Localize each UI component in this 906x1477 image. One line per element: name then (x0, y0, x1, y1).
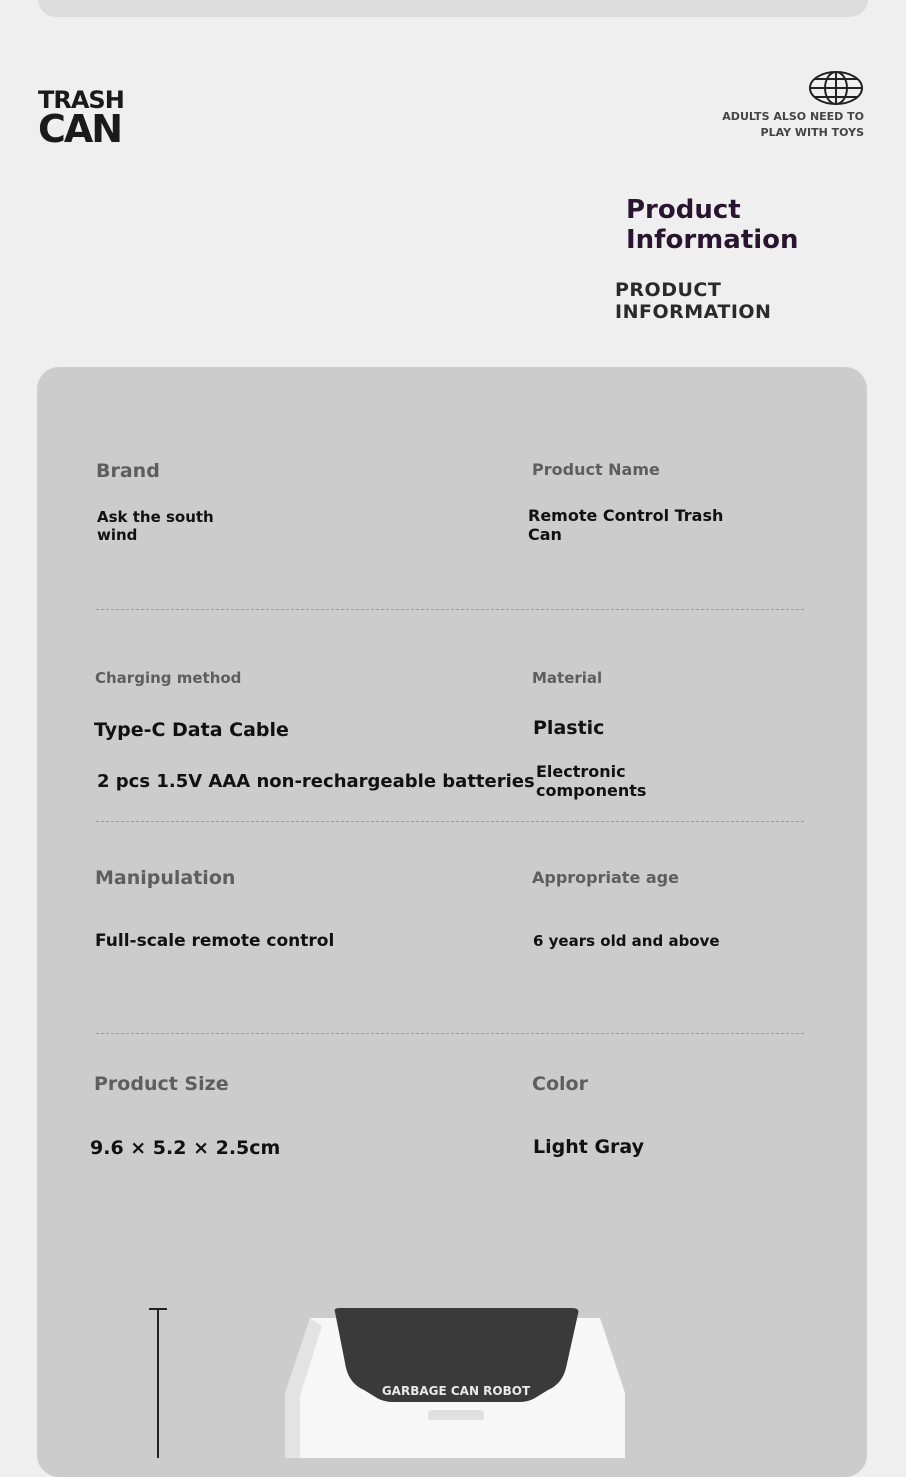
section-title-line-2: Information (626, 225, 799, 255)
charging-label: Charging method (95, 669, 242, 687)
section-subtitle: PRODUCT INFORMATION (615, 279, 772, 323)
height-ruler (157, 1308, 159, 1458)
slogan (664, 109, 864, 141)
brand-value-line-1: Ask the south (97, 508, 214, 526)
charging-value-1: Type-C Data Cable (94, 719, 289, 741)
material-value-2 (536, 762, 646, 800)
lid-label: GARBAGE CAN ROBOT (381, 1384, 531, 1398)
top-strip (38, 0, 868, 17)
brand-logo (38, 86, 124, 151)
logo-line-1: TRASH (38, 86, 124, 114)
slogan-line-2: PLAY WITH TOYS (760, 126, 864, 139)
globe-icon (808, 70, 864, 106)
material-value-2-line-2: components (536, 781, 647, 800)
slogan-line-1: ADULTS ALSO NEED TO (722, 110, 864, 123)
size-label: Product Size (94, 1073, 229, 1095)
manipulation-label: Manipulation (95, 867, 236, 889)
material-label: Material (532, 669, 603, 687)
brand-value-line-2: wind (97, 526, 138, 544)
brand-label: Brand (96, 460, 160, 482)
section-title-line-1: Product (626, 195, 741, 225)
trash-can-image (280, 1308, 630, 1458)
divider (96, 1033, 804, 1034)
size-value: 9.6 × 5.2 × 2.5cm (90, 1137, 281, 1159)
color-value: Light Gray (533, 1136, 645, 1158)
manipulation-value: Full-scale remote control (95, 931, 335, 951)
material-value-1: Plastic (533, 717, 605, 739)
divider (96, 821, 804, 822)
product-name-line-2: Can (528, 525, 562, 544)
logo-line-2: CAN (38, 107, 122, 151)
brand-value (97, 508, 214, 544)
color-label: Color (532, 1073, 588, 1095)
age-label: Appropriate age (532, 868, 679, 887)
divider (96, 609, 804, 610)
age-value: 6 years old and above (533, 932, 720, 950)
section-title (626, 195, 826, 255)
product-name-value (528, 506, 723, 544)
material-value-2-line-1: Electronic (536, 762, 626, 781)
product-name-label: Product Name (532, 460, 660, 479)
product-name-line-1: Remote Control Trash (528, 506, 724, 525)
charging-value-2: 2 pcs 1.5V AAA non-rechargeable batteries (97, 771, 535, 792)
